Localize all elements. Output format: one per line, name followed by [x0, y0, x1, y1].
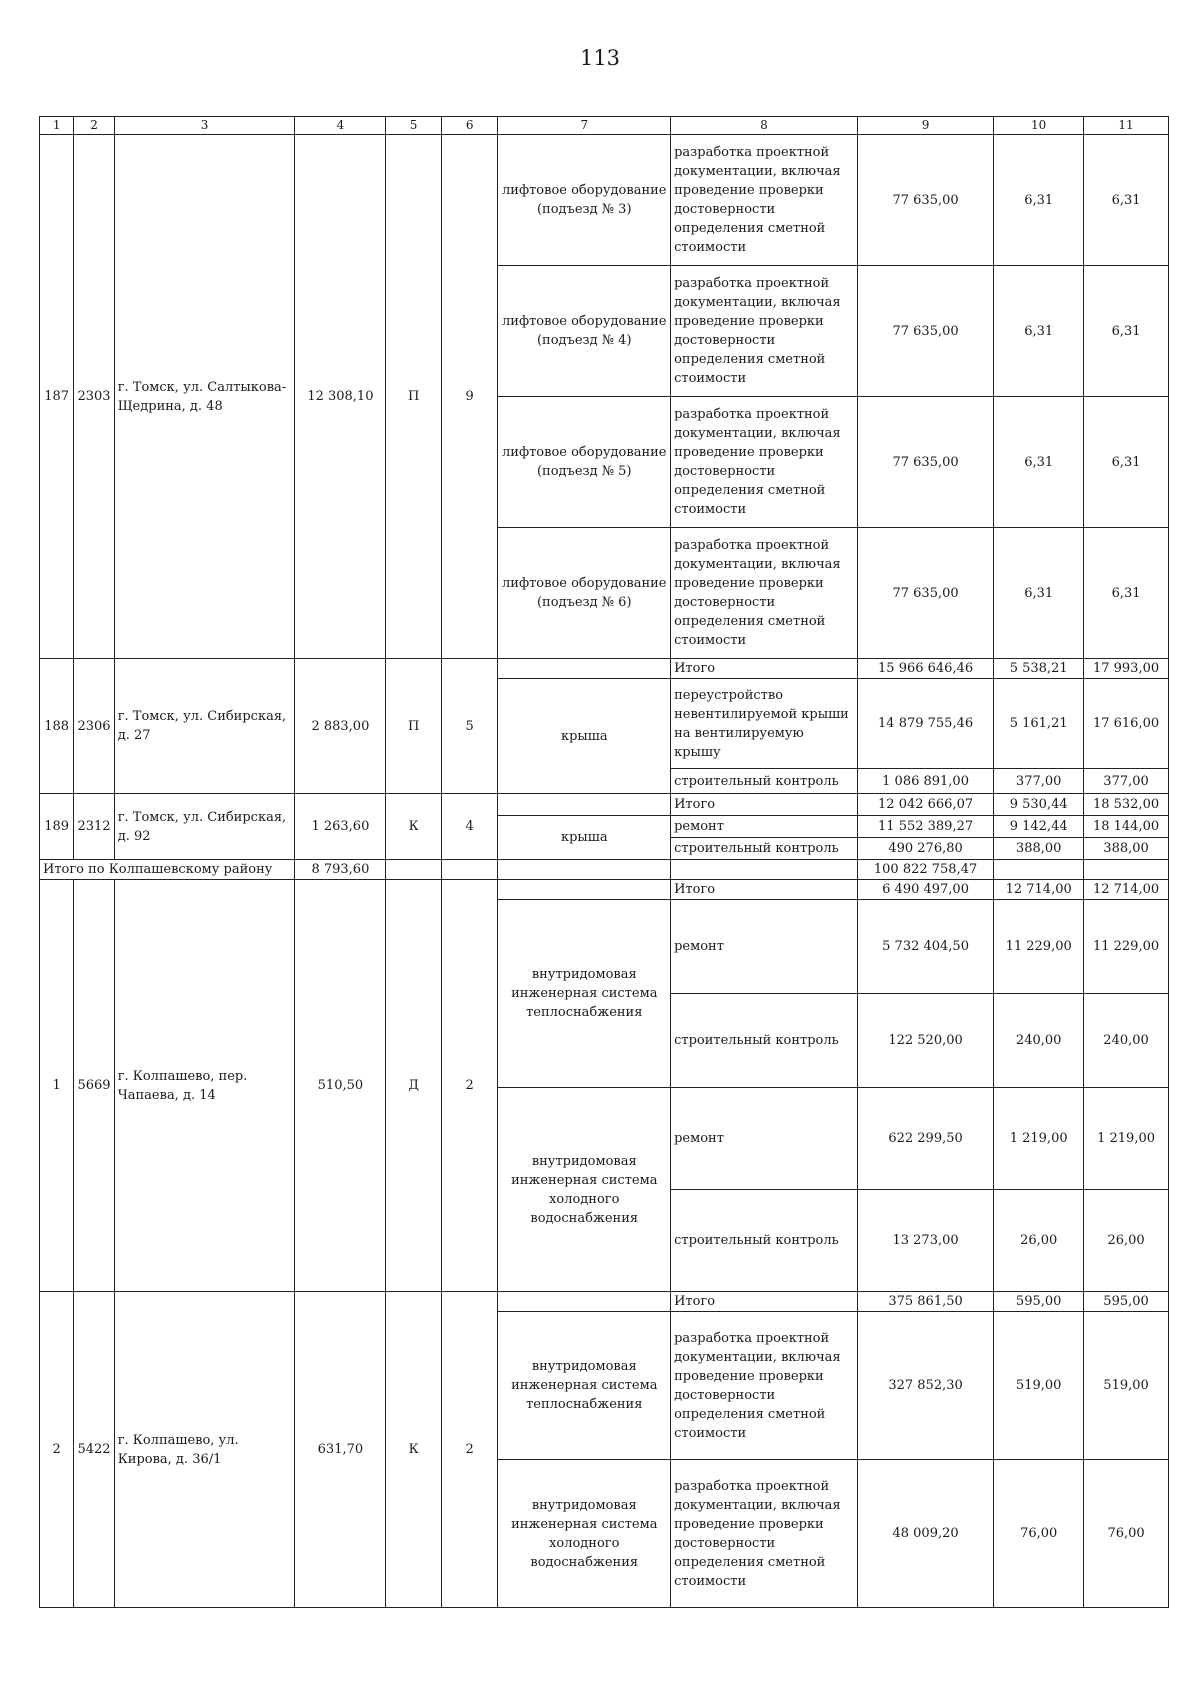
work-cost: 77 635,00 — [857, 397, 993, 528]
total-col11: 595,00 — [1084, 1292, 1169, 1312]
work-col11: 18 144,00 — [1084, 816, 1169, 838]
work-element: лифтовое оборудование (подъезд № 4) — [498, 266, 671, 397]
total-cost: 375 861,50 — [857, 1292, 993, 1312]
building-type: П — [386, 659, 442, 794]
work-element: внутридомовая инженерная система теплоснабжения — [498, 1312, 671, 1460]
total-col10: 12 714,00 — [994, 880, 1084, 900]
col-header-10: 10 — [994, 117, 1084, 135]
blank-cell — [1084, 860, 1169, 880]
building-type: Д — [386, 880, 442, 1292]
building-area: 1 263,60 — [295, 794, 386, 860]
blank-cell — [498, 880, 671, 900]
work-col10: 76,00 — [994, 1460, 1084, 1608]
row-number: 188 — [40, 659, 74, 794]
row-number: 189 — [40, 794, 74, 860]
work-col11: 17 616,00 — [1084, 679, 1169, 769]
work-col10: 5 161,21 — [994, 679, 1084, 769]
capital-repair-table — [39, 116, 1169, 1608]
row-number: 187 — [40, 135, 74, 659]
building-type: П — [386, 135, 442, 659]
col-header-7: 7 — [498, 117, 671, 135]
total-cost: 6 490 497,00 — [857, 880, 993, 900]
work-col11: 6,31 — [1084, 397, 1169, 528]
work-type: строительный контроль — [671, 994, 858, 1088]
work-cost: 13 273,00 — [857, 1190, 993, 1292]
building-area: 631,70 — [295, 1292, 386, 1608]
total-row — [40, 794, 1169, 816]
district-total-area: 8 793,60 — [295, 860, 386, 880]
work-element: лифтовое оборудование (подъезд № 6) — [498, 528, 671, 659]
building-id: 5669 — [74, 880, 114, 1292]
work-element: внутридомовая инженерная система холодного водоснабжения — [498, 1460, 671, 1608]
work-type: разработка проектной документации, включая проведение проверки достоверности определения сметной стоимости — [671, 135, 858, 266]
blank-cell — [994, 860, 1084, 880]
work-col11: 388,00 — [1084, 838, 1169, 860]
work-col11: 377,00 — [1084, 769, 1169, 794]
total-label: Итого — [671, 880, 858, 900]
total-col11: 18 532,00 — [1084, 794, 1169, 816]
work-col11: 6,31 — [1084, 528, 1169, 659]
table-row — [40, 135, 1169, 266]
work-element: лифтовое оборудование (подъезд № 3) — [498, 135, 671, 266]
total-col10: 595,00 — [994, 1292, 1084, 1312]
total-cost: 12 042 666,07 — [857, 794, 993, 816]
col-header-9: 9 — [857, 117, 993, 135]
work-cost: 14 879 755,46 — [857, 679, 993, 769]
total-label: Итого — [671, 794, 858, 816]
building-address: г. Томск, ул. Салтыкова-Щедрина, д. 48 — [114, 135, 295, 659]
col-header-3: 3 — [114, 117, 295, 135]
total-col10: 9 530,44 — [994, 794, 1084, 816]
work-col11: 6,31 — [1084, 266, 1169, 397]
building-type: К — [386, 1292, 442, 1608]
col-header-11: 11 — [1084, 117, 1169, 135]
blank-cell — [671, 860, 858, 880]
header-row — [40, 117, 1169, 135]
work-cost: 77 635,00 — [857, 135, 993, 266]
work-col11: 26,00 — [1084, 1190, 1169, 1292]
total-cost: 15 966 646,46 — [857, 659, 993, 679]
work-col10: 388,00 — [994, 838, 1084, 860]
work-cost: 11 552 389,27 — [857, 816, 993, 838]
building-floors: 2 — [441, 1292, 498, 1608]
total-col11: 12 714,00 — [1084, 880, 1169, 900]
building-id: 2303 — [74, 135, 114, 659]
building-address: г. Колпашево, ул. Кирова, д. 36/1 — [114, 1292, 295, 1608]
total-row — [40, 1292, 1169, 1312]
work-type: переустройство невентилируемой крыши на вентилируемую крышу — [671, 679, 858, 769]
work-cost: 327 852,30 — [857, 1312, 993, 1460]
building-area: 510,50 — [295, 880, 386, 1292]
col-header-6: 6 — [441, 117, 498, 135]
total-row — [40, 880, 1169, 900]
work-col10: 26,00 — [994, 1190, 1084, 1292]
work-type: ремонт — [671, 816, 858, 838]
building-floors: 4 — [441, 794, 498, 860]
building-id: 2306 — [74, 659, 114, 794]
row-number: 1 — [40, 880, 74, 1292]
work-type: разработка проектной документации, включая проведение проверки достоверности определения сметной стоимости — [671, 1312, 858, 1460]
work-cost: 48 009,20 — [857, 1460, 993, 1608]
work-element: крыша — [498, 679, 671, 794]
col-header-2: 2 — [74, 117, 114, 135]
building-address: г. Колпашево, пер. Чапаева, д. 14 — [114, 880, 295, 1292]
work-type: разработка проектной документации, включая проведение проверки достоверности определения сметной стоимости — [671, 528, 858, 659]
col-header-8: 8 — [671, 117, 858, 135]
building-floors: 2 — [441, 880, 498, 1292]
total-label: Итого — [671, 659, 858, 679]
total-label: Итого — [671, 1292, 858, 1312]
work-cost: 77 635,00 — [857, 528, 993, 659]
work-col11: 6,31 — [1084, 135, 1169, 266]
work-cost: 490 276,80 — [857, 838, 993, 860]
building-address: г. Томск, ул. Сибирская, д. 27 — [114, 659, 295, 794]
work-element: внутридомовая инженерная система теплоснабжения — [498, 900, 671, 1088]
work-element: лифтовое оборудование (подъезд № 5) — [498, 397, 671, 528]
work-col11: 519,00 — [1084, 1312, 1169, 1460]
work-col10: 6,31 — [994, 266, 1084, 397]
work-col10: 1 219,00 — [994, 1088, 1084, 1190]
work-type: строительный контроль — [671, 1190, 858, 1292]
work-col11: 11 229,00 — [1084, 900, 1169, 994]
blank-cell — [441, 860, 498, 880]
work-type: разработка проектной документации, включая проведение проверки достоверности определения сметной стоимости — [671, 1460, 858, 1608]
building-floors: 9 — [441, 135, 498, 659]
col-header-5: 5 — [386, 117, 442, 135]
blank-cell — [498, 1292, 671, 1312]
work-col11: 76,00 — [1084, 1460, 1169, 1608]
work-type: ремонт — [671, 1088, 858, 1190]
work-cost: 122 520,00 — [857, 994, 993, 1088]
building-id: 2312 — [74, 794, 114, 860]
work-type: ремонт — [671, 900, 858, 994]
building-floors: 5 — [441, 659, 498, 794]
building-area: 12 308,10 — [295, 135, 386, 659]
work-col10: 240,00 — [994, 994, 1084, 1088]
blank-cell — [498, 860, 671, 880]
work-cost: 5 732 404,50 — [857, 900, 993, 994]
building-address: г. Томск, ул. Сибирская, д. 92 — [114, 794, 295, 860]
work-type: строительный контроль — [671, 769, 858, 794]
building-type: К — [386, 794, 442, 860]
building-area: 2 883,00 — [295, 659, 386, 794]
work-col10: 6,31 — [994, 397, 1084, 528]
building-id: 5422 — [74, 1292, 114, 1608]
work-col11: 240,00 — [1084, 994, 1169, 1088]
col-header-1: 1 — [40, 117, 74, 135]
work-element: крыша — [498, 816, 671, 860]
work-type: разработка проектной документации, включая проведение проверки достоверности определения сметной стоимости — [671, 397, 858, 528]
blank-cell — [498, 794, 671, 816]
district-total-label: Итого по Колпашевскому району — [40, 860, 295, 880]
work-col10: 9 142,44 — [994, 816, 1084, 838]
blank-cell — [386, 860, 442, 880]
total-col10: 5 538,21 — [994, 659, 1084, 679]
work-col10: 519,00 — [994, 1312, 1084, 1460]
district-total-row — [40, 860, 1169, 880]
work-type: строительный контроль — [671, 838, 858, 860]
blank-cell — [498, 659, 671, 679]
work-col10: 6,31 — [994, 135, 1084, 266]
work-col10: 11 229,00 — [994, 900, 1084, 994]
work-cost: 622 299,50 — [857, 1088, 993, 1190]
work-col11: 1 219,00 — [1084, 1088, 1169, 1190]
page-number: 113 — [579, 46, 621, 70]
work-col10: 377,00 — [994, 769, 1084, 794]
work-cost: 1 086 891,00 — [857, 769, 993, 794]
total-col11: 17 993,00 — [1084, 659, 1169, 679]
work-cost: 77 635,00 — [857, 266, 993, 397]
work-type: разработка проектной документации, включая проведение проверки достоверности определения сметной стоимости — [671, 266, 858, 397]
row-number: 2 — [40, 1292, 74, 1608]
district-total-cost: 100 822 758,47 — [857, 860, 993, 880]
total-row — [40, 659, 1169, 679]
col-header-4: 4 — [295, 117, 386, 135]
work-element: внутридомовая инженерная система холодного водоснабжения — [498, 1088, 671, 1292]
work-col10: 6,31 — [994, 528, 1084, 659]
